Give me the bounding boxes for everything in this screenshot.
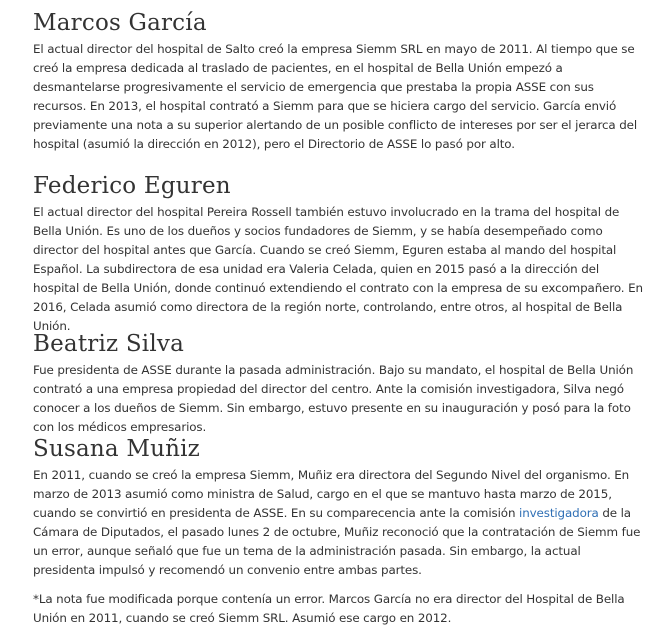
profile-name: Marcos García — [33, 10, 207, 36]
profile-beatriz-silva — [33, 329, 643, 437]
bio-text-before-link: En 2011, cuando se creó la empresa Siemm, Muñiz era directora del Segundo Nivel del organismo. En marzo de 2013 asumió como ministra de Salud, cargo en el que se mantuvo hasta marzo de 2015, cuando se convirtió en presidenta de ASSE. En su comparecencia ante la comisión — [33, 468, 630, 520]
profile-name: Federico Eguren — [33, 173, 231, 199]
investigadora-link[interactable]: investigadora — [519, 506, 599, 520]
profile-marcos-garcia — [33, 8, 643, 154]
profile-susana-muniz — [33, 434, 643, 580]
profile-bio: El actual director del hospital Pereira Rossell también estuvo involucrado en la trama del hospital de Bella Unión. Es uno de los dueños y socios fundadores de Siemm, y se había desempeñado como director del hospital antes que García. Cuando se creó Siemm, Eguren estaba al mando del hospital Español. La subdirectora de esa unidad era Valeria Celada, quien en 2015 pasó a la dirección del hospital de Bella Unión, donde continuó extendiendo el contrato con la empresa de su excompañero. En 2016, Celada asumió como directora de la región norte, controlando, entre otros, al hospital de Bella Unión. — [33, 205, 643, 333]
bio-text-after-link: de la Cámara de Diputados, el pasado lunes 2 de octubre, Muñiz reconoció que la contratación de Siemm fue un error, aunque señaló que fue un tema de la administración pasada. Sin embargo, la actual presidenta impulsó y recomendó un convenio entre ambas partes. — [33, 506, 641, 577]
footnote-text: *La nota fue modificada porque contenía un error. Marcos García no era director del Hospital de Bella Unión en 2011, cuando se creó Siemm SRL. Asumió ese cargo en 2012. — [33, 592, 625, 625]
profile-federico-eguren — [33, 171, 643, 336]
profile-name: Beatriz Silva — [33, 331, 185, 357]
correction-note — [33, 590, 643, 628]
profile-bio: El actual director del hospital de Salto creó la empresa Siemm SRL en mayo de 2011. Al tiempo que se creó la empresa dedicada al traslado de pacientes, en el hospital de Bella Unión empezó a desmantelarse progresivamente el servicio de emergencia que prestaba la propia ASSE con sus recursos. En 2013, el hospital contrató a Siemm para que se hiciera cargo del servicio. García envió previamente una nota a su superior alertando de un posible conflicto de intereses por ser el jerarca del hospital (asumió la dirección en 2012), pero el Directorio de ASSE lo pasó por alto. — [33, 42, 638, 151]
profile-name: Susana Muñiz — [33, 436, 200, 462]
profile-bio — [33, 466, 643, 580]
profile-bio: Fue presidenta de ASSE durante la pasada administración. Bajo su mandato, el hospital de Bella Unión contrató a una empresa propiedad del director del centro. Ante la comisión investigadora, Silva negó conocer a los dueños de Siemm. Sin embargo, estuvo presente en su inauguración y posó para la foto con los médicos empresarios. — [33, 363, 634, 434]
